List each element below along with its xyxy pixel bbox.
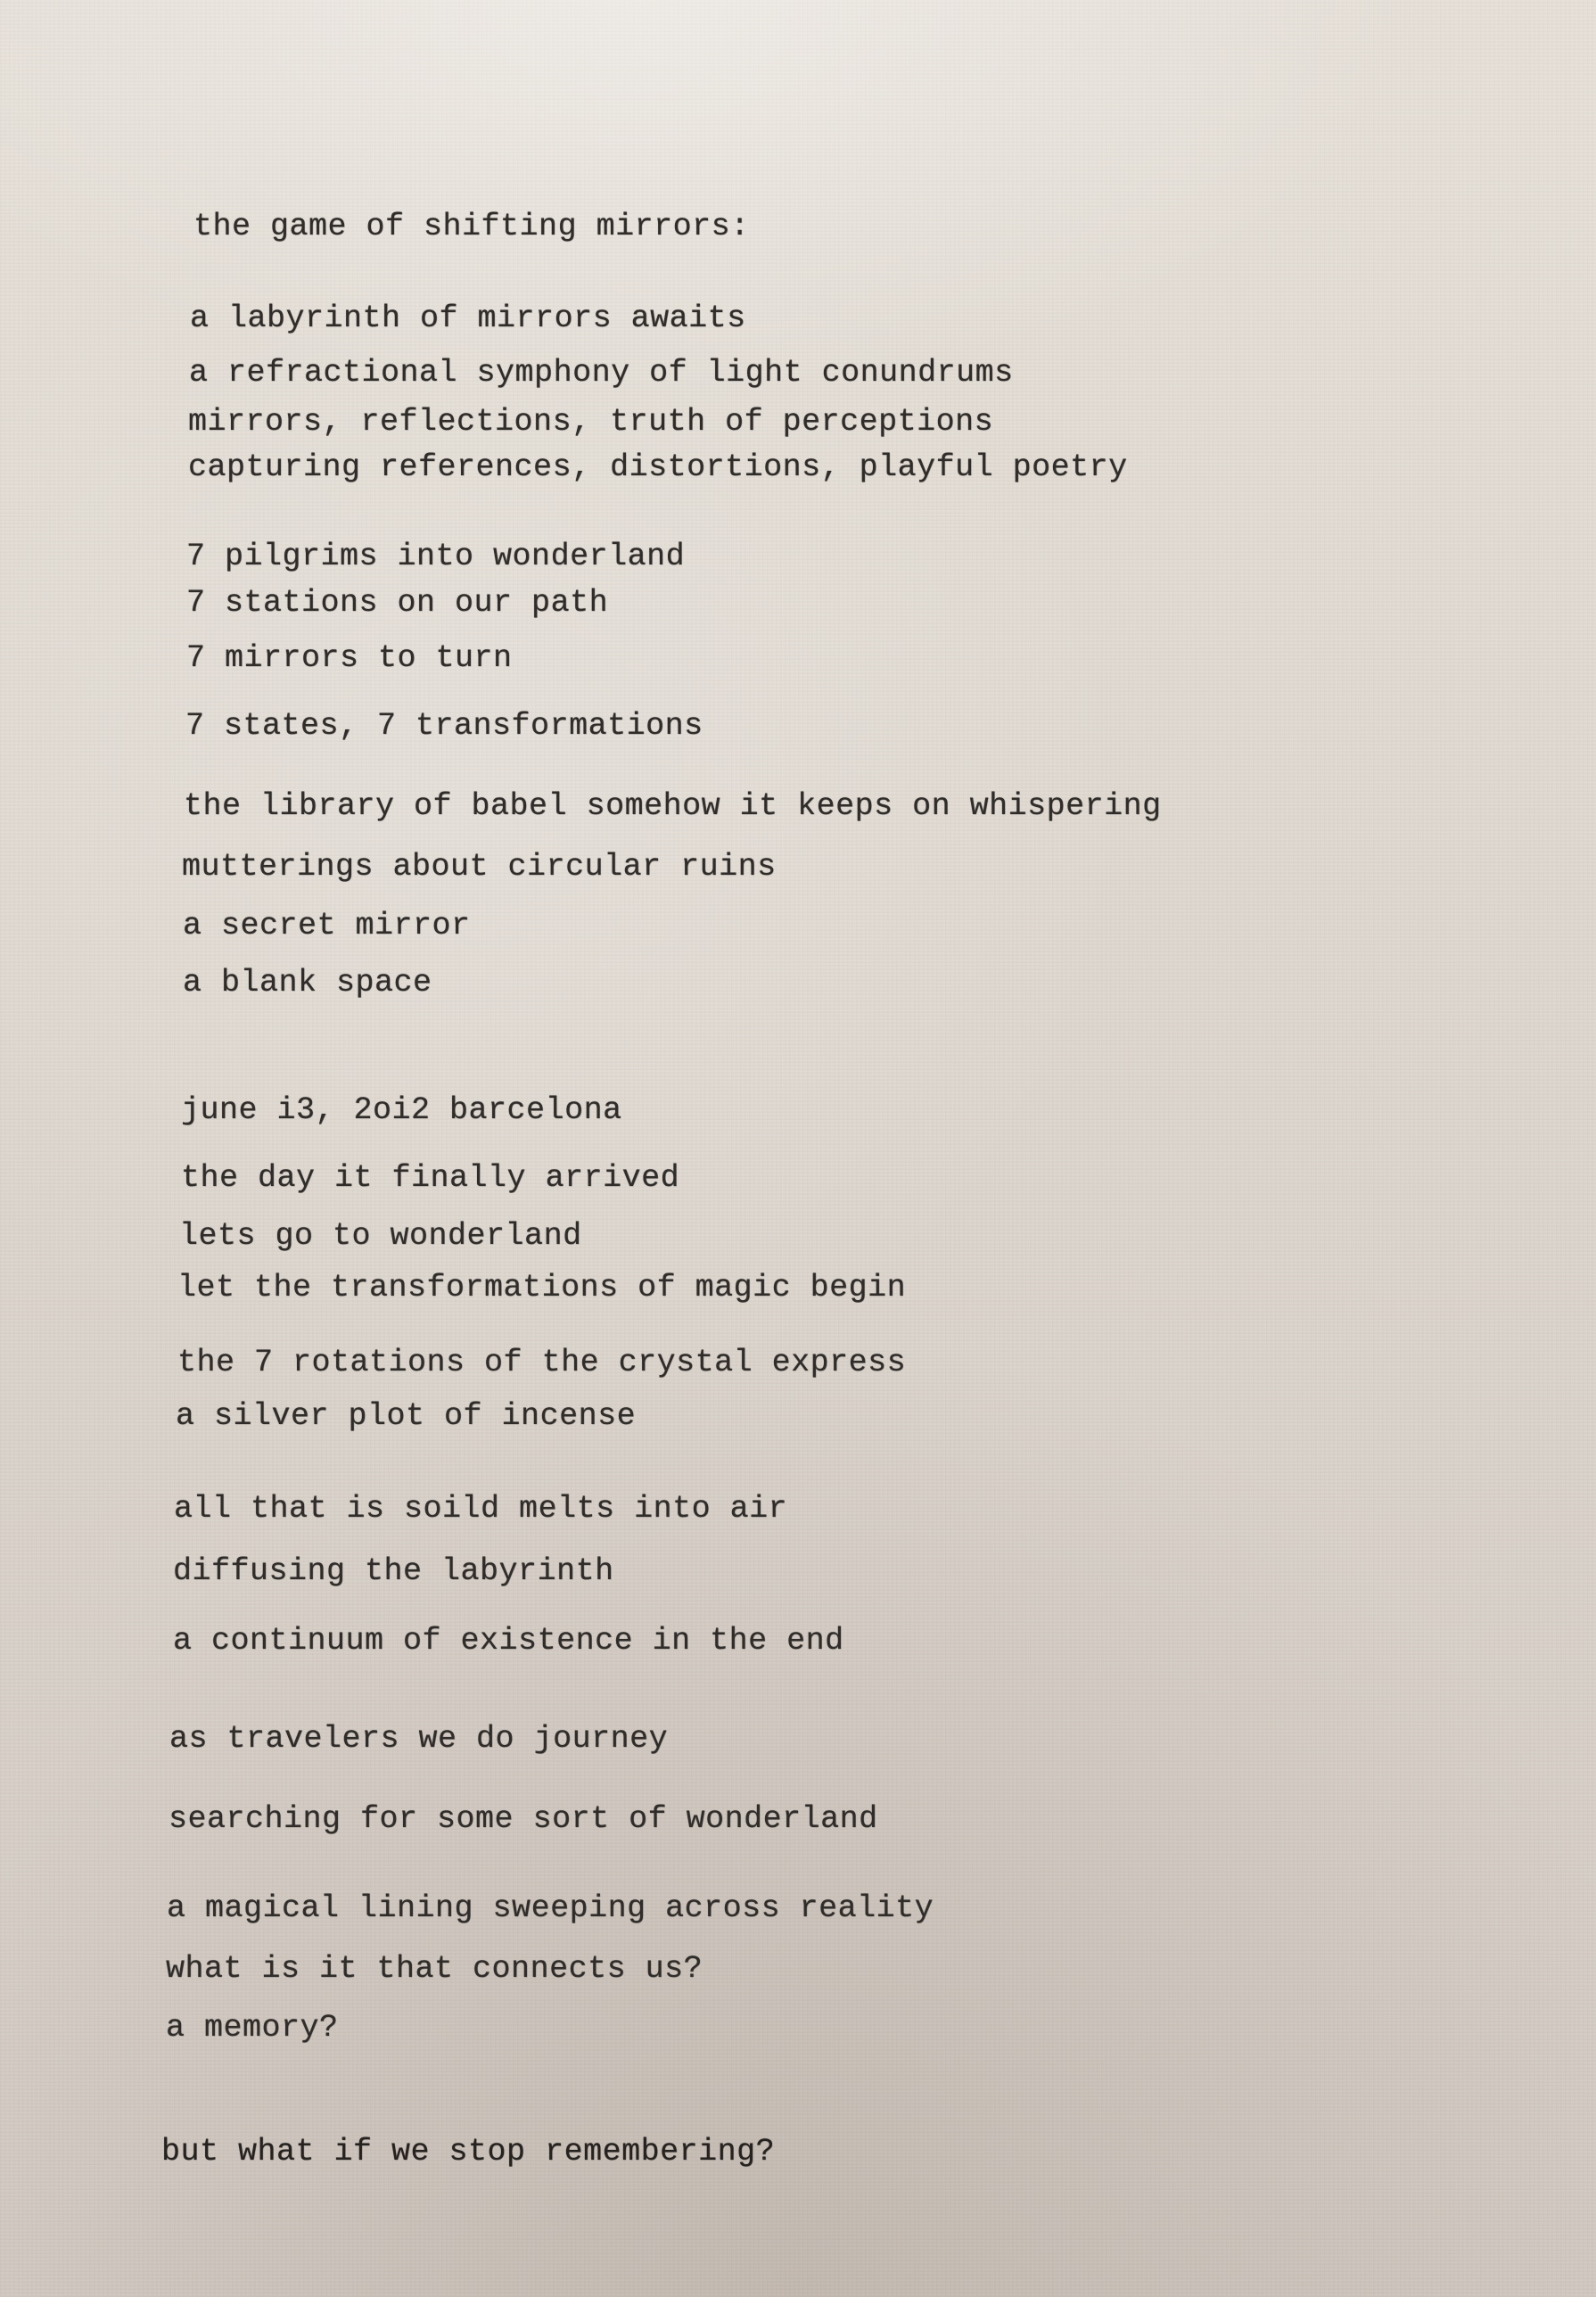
poem-line: the day it finally arrived — [181, 1160, 680, 1196]
poem-line: a continuum of existence in the end — [173, 1623, 844, 1659]
poem-line: a labyrinth of mirrors awaits — [190, 301, 746, 336]
poem-line: the 7 rotations of the crystal express — [177, 1345, 907, 1380]
poem-line: a memory? — [166, 2010, 339, 2046]
poem-line: 7 pilgrims into wonderland — [186, 539, 686, 574]
poem-line: lets go to wonderland — [179, 1218, 582, 1254]
poem-line: june i3, 2oi2 barcelona — [181, 1092, 622, 1128]
poem-line: a magical lining sweeping across reality — [167, 1890, 934, 1926]
poem-line: mutterings about circular ruins — [182, 849, 777, 885]
poem-line: the library of babel somehow it keeps on whispering — [184, 788, 1162, 824]
poem-line: a silver plot of incense — [176, 1398, 637, 1434]
poem-line: what is it that connects us? — [166, 1951, 703, 1987]
poem-line: capturing references, distortions, playful poetry — [188, 449, 1128, 485]
poem-title: the game of shifting mirrors: — [193, 209, 750, 244]
poem-line: 7 mirrors to turn — [186, 640, 513, 676]
poem-line: diffusing the labyrinth — [173, 1553, 614, 1589]
poem-line: mirrors, reflections, truth of perceptions — [188, 404, 994, 440]
poem-line: a blank space — [183, 965, 432, 1000]
poem-line: searching for some sort of wonderland — [169, 1801, 878, 1837]
poem-line: 7 stations on our path — [186, 585, 609, 621]
poem-line: a refractional symphony of light conundrums — [189, 355, 1014, 391]
poem-line: a secret mirror — [183, 908, 471, 943]
poem-line: let the transformations of magic begin — [177, 1270, 907, 1305]
poem-line: as travelers we do journey — [169, 1721, 669, 1757]
poem-line: 7 states, 7 transformations — [185, 708, 703, 744]
poem-line: all that is soild melts into air — [174, 1491, 788, 1527]
poem-closing-line: but what if we stop remembering? — [161, 2134, 776, 2169]
